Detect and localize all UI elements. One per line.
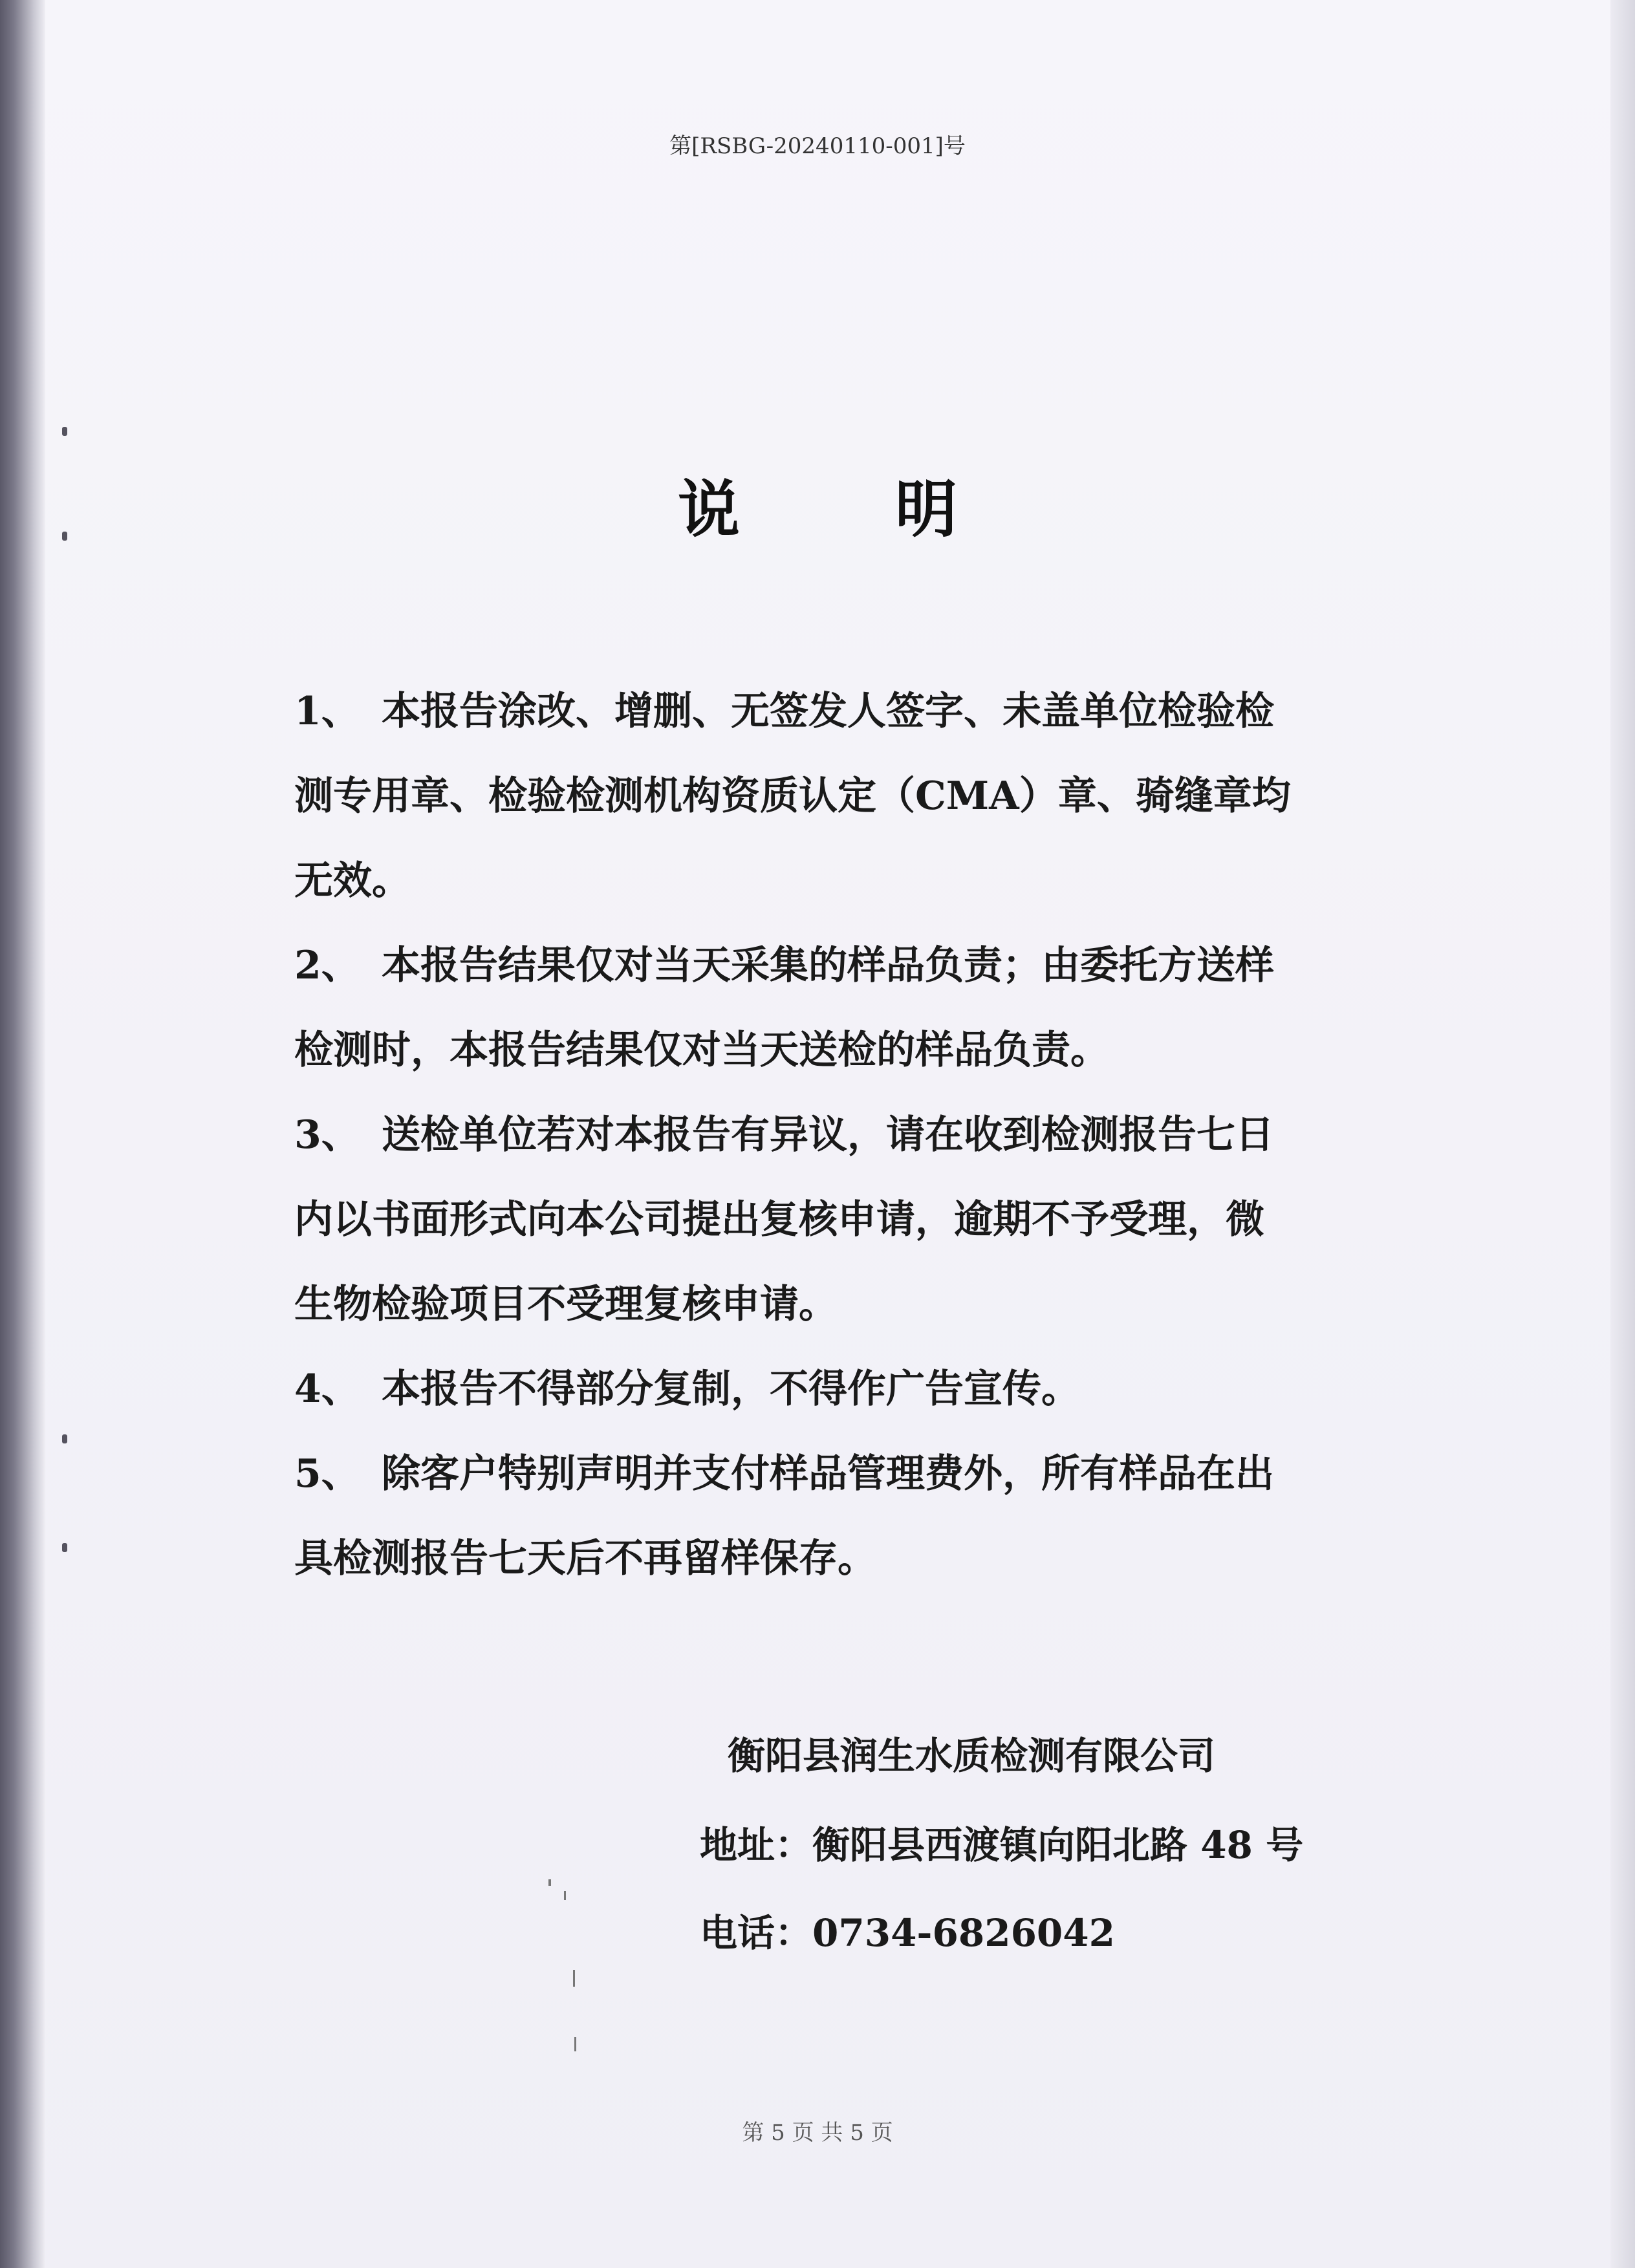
- note-text: 测专用章、检验检测机构资质认定（CMA）章、骑缝章均: [294, 773, 1291, 819]
- company-phone: 电话：0734-6826042: [700, 1911, 1115, 1955]
- punch-hole-mark: [62, 427, 67, 436]
- company-address: 地址：衡阳县西渡镇向阳北路 48 号: [700, 1823, 1304, 1867]
- note-line: [294, 680, 1407, 765]
- note-line: [294, 1528, 1407, 1612]
- note-line: [294, 765, 1407, 850]
- note-text: 本报告结果仅对当天采集的样品负责；由委托方送样: [382, 943, 1274, 988]
- note-line: [294, 934, 1407, 1019]
- punch-hole-mark: [62, 1543, 67, 1552]
- note-line: [294, 850, 1407, 934]
- scan-speck: [573, 1970, 575, 1987]
- notes-list: [294, 680, 1407, 1612]
- note-number: 3、: [294, 1112, 360, 1158]
- note-text: 除客户特别声明并支付样品管理费外，所有样品在出: [382, 1451, 1274, 1496]
- scan-left-edge: [0, 0, 45, 2268]
- note-text: 本报告涂改、增删、无签发人签字、未盖单位检验检: [382, 689, 1274, 734]
- note-line: [294, 1019, 1407, 1104]
- note-text: 无效。: [294, 858, 411, 903]
- note-text: 本报告不得部分复制，不得作广告宣传。: [382, 1366, 1080, 1412]
- punch-hole-mark: [62, 1434, 67, 1443]
- note-line: [294, 1358, 1407, 1443]
- note-text: 内以书面形式向本公司提出复核申请，逾期不予受理，微: [294, 1197, 1264, 1242]
- note-number: 2、: [294, 943, 360, 988]
- scan-speck: [564, 1891, 566, 1900]
- note-line: [294, 1189, 1407, 1273]
- note-text: 具检测报告七天后不再留样保存。: [294, 1536, 876, 1581]
- note-number: 5、: [294, 1451, 360, 1496]
- title-char: 说: [678, 473, 740, 546]
- note-text: 生物检验项目不受理复核申请。: [294, 1282, 838, 1327]
- note-line: [294, 1104, 1407, 1189]
- company-name: 衡阳县润生水质检测有限公司: [728, 1734, 1216, 1778]
- scan-speck: [548, 1879, 551, 1886]
- note-line: [294, 1273, 1407, 1358]
- note-text: 检测时，本报告结果仅对当天送检的样品负责。: [294, 1028, 1109, 1073]
- note-line: [294, 1443, 1407, 1528]
- note-text: 送检单位若对本报告有异议，请在收到检测报告七日: [382, 1112, 1274, 1158]
- note-number: 1、: [294, 689, 360, 734]
- note-number: 4、: [294, 1366, 360, 1412]
- title-char: 明: [895, 473, 957, 546]
- report-number: 第[RSBG-20240110-001]号: [669, 133, 966, 159]
- page-number: 第 5 页 共 5 页: [742, 2120, 893, 2146]
- scan-speck: [574, 2037, 576, 2051]
- scan-right-edge: [1610, 0, 1635, 2268]
- page-title: [0, 460, 1635, 549]
